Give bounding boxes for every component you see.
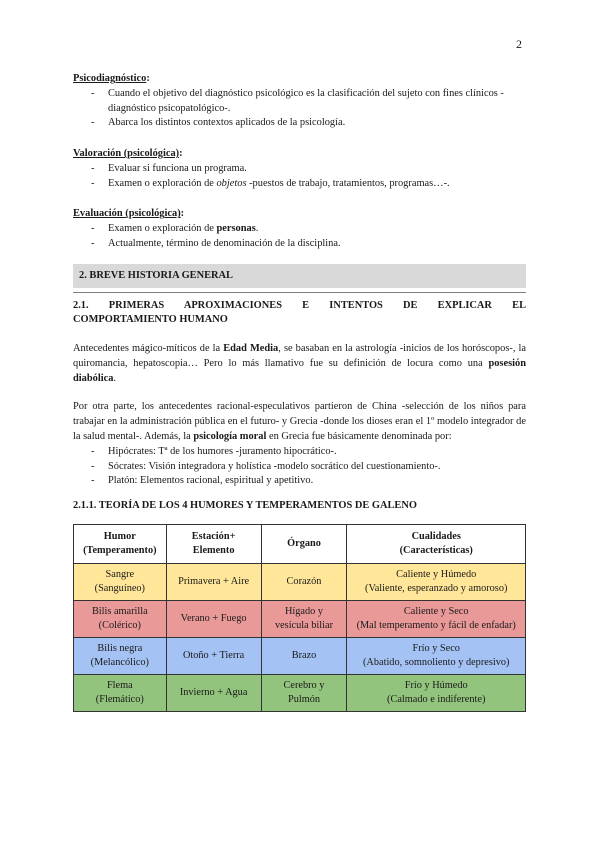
evaluacion-heading [73,207,526,222]
header-text: Órgano [287,537,321,549]
psicodiagnostico-list [73,87,526,131]
list-item: - Cuando el objetivo del diagnóstico psicológico es la clasificación del sujeto con fines clínicos -diagnóstico psicopatológico-. [73,87,526,117]
text-run: Antecedentes mágico-míticos de la [73,343,224,355]
header-text: (Temperamento) [83,544,157,556]
bold-personas: personas [216,223,256,235]
valoracion-list [73,162,526,192]
greek-thinkers-list [73,445,526,489]
header-text: (Características) [399,544,473,556]
table-row [74,600,526,637]
text-run: Examen o exploración de [108,223,217,235]
text-run: . [255,223,259,235]
subsection-2-1-1-title: 2.1.1. TEORÍA DE LOS 4 HUMORES Y TEMPERAMENTOS DE GALENO [73,500,417,512]
table-row [74,637,526,674]
header-estacion [166,524,261,563]
cell-text: (Melancólico) [90,656,149,668]
bold-psicologia-moral: psicología moral [193,431,267,443]
cell-text: Sangre [105,568,135,580]
cell-text: Hígado y [284,605,324,617]
emphasis-objetos: objetos [216,177,247,189]
cell-estacion: Invierno + Agua [166,674,261,711]
page-number: 2 [516,37,522,51]
section-divider [73,292,526,293]
cell-text: Frío y Húmedo [404,679,468,691]
text-run: -puestos de trabajo, tratamientos, programas…-. [246,177,450,189]
subsection-2-1-title-line2: COMPORTAMIENTO HUMANO [73,314,228,326]
cell-text: (Calmado e indiferente) [387,693,486,705]
heading-colon: : [179,148,183,160]
cell-text: (Mal temperamento y fácil de enfadar) [356,619,516,631]
list-item: - Sócrates: Visión integradora y holística -modelo socrático del cuestionamiento-. [73,460,526,475]
cell-humor [74,600,167,637]
cell-text: (Colérico) [98,619,141,631]
psicodiagnostico-heading [73,72,526,87]
cell-humor [74,637,167,674]
cell-estacion: Primavera + Aire [166,563,261,600]
list-item [73,222,526,237]
list-item [73,177,526,192]
cell-organo [261,600,347,637]
cell-text: vesícula biliar [274,619,334,631]
cell-cualidades [347,637,526,674]
bold-posesion-diabolica: posesión diabólica [73,357,526,384]
header-text: Estación+ Elemento [191,530,236,556]
cell-text: Bilis negra [97,642,143,654]
table-row [74,563,526,600]
evaluacion-list [73,222,526,252]
cell-text: (Sanguíneo) [94,582,145,594]
valoracion-heading [73,147,526,162]
header-text: Cualidades [411,530,461,542]
cell-humor [74,674,167,711]
cell-text: (Valiente, esperanzado y amoroso) [365,582,508,594]
cell-humor [74,563,167,600]
cell-text: Flema [106,679,133,691]
cell-text: (Flemático) [95,693,144,705]
heading-colon: : [146,73,150,84]
list-item: - Actualmente, término de denominación de la disciplina. [73,237,526,252]
cell-text: Corazón [286,575,322,587]
text-run: Examen o exploración de [108,177,217,189]
text-run: Por otra parte, los antecedentes racional-especulativos partieron de China -selección de los niños para trabajar en la administración pública en el futuro- y Grecia -donde los dioses eran el 1º modelo integrador de la salud mental-. Además, la [73,401,526,443]
header-cualidades [347,524,526,563]
paragraph-racional-especulativos [73,400,526,444]
cell-text: Caliente y Húmedo [396,568,477,580]
cell-cualidades [347,674,526,711]
text-run: , se basaban en la astrología -inicios de los horóscopos-, la quiromancia, hepatoscopia… Pero lo más llamativo fue su definición de locura como una [73,343,526,369]
cell-text: (Abatido, somnoliento y depresivo) [363,656,510,668]
list-item: - Evaluar si funciona un programa. [73,162,526,177]
cell-cualidades [347,600,526,637]
cell-text: Caliente y Seco [403,605,469,617]
cell-cualidades [347,563,526,600]
list-item: - Hipócrates: Tª de los humores -juramento hipocrático-. [73,445,526,460]
cell-organo [261,563,347,600]
cell-text: Frío y Seco [412,642,460,654]
valoracion-title: Valoración (psicológica) [73,148,180,160]
page-content [73,72,526,712]
paragraph-edad-media [73,342,526,386]
psicodiagnostico-block [73,72,526,131]
heading-colon: : [180,208,185,220]
table-row [74,674,526,711]
valoracion-block [73,147,526,191]
humores-table [73,524,526,712]
psicodiagnostico-title: Psicodiagnóstico [73,73,147,84]
text-run: en Grecia fue básicamente denominada por: [266,431,452,443]
cell-text: Brazo [291,649,317,661]
evaluacion-title: Evaluación (psicológica) [73,208,181,220]
list-item: - Abarca los distintos contextos aplicados de la psicología. [73,116,526,131]
cell-organo [261,674,347,711]
evaluacion-block [73,207,526,251]
cell-estacion: Verano + Fuego [166,600,261,637]
header-text: Humor [103,530,136,542]
cell-estacion: Otoño + Tierra [166,637,261,674]
subsection-2-1-title-line1: 2.1. PRIMERAS APROXIMACIONES E INTENTOS DE EXPLICAR EL [73,299,526,311]
bold-edad-media: Edad Media [223,343,279,355]
text-run: . [113,372,117,384]
cell-text: Bilis amarilla [91,605,148,617]
header-humor [74,524,167,563]
cell-text: Pulmón [287,693,321,705]
table-header-row [74,524,526,563]
cell-organo [261,637,347,674]
section-2-heading: 2. BREVE HISTORIA GENERAL [73,264,526,288]
cell-text: Cerebro y [283,679,325,691]
header-organo [261,524,347,563]
list-item: - Platón: Elementos racional, espiritual y apetitivo. [73,474,526,489]
